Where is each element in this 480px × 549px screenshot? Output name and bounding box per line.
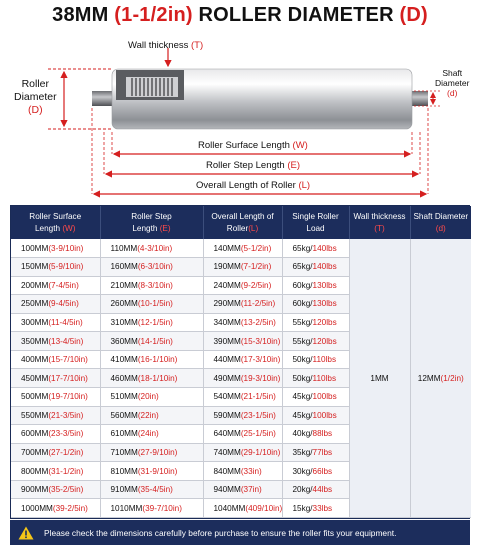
- cell-step-length: 260MM(10-1/5in): [100, 295, 203, 314]
- cell-surface-length: 400MM(15-7/10in): [11, 350, 100, 369]
- cell-step-length: 610MM(24in): [100, 425, 203, 444]
- spec-table-container: [10, 205, 470, 519]
- cell-step-length: 110MM(4-3/10in): [100, 239, 203, 258]
- cell-surface-length: 550MM(21-3/5in): [11, 406, 100, 425]
- cell-step-length: 210MM(8-3/10in): [100, 276, 203, 295]
- header-wall-thickness: Wall thickness (T): [349, 206, 410, 239]
- cell-overall-length: 840MM(33in): [203, 462, 282, 481]
- cell-overall-length: 390MM(15-3/10in): [203, 332, 282, 351]
- cell-load: 45kg/100lbs: [282, 406, 349, 425]
- cell-step-length: 560MM(22in): [100, 406, 203, 425]
- cell-overall-length: 490MM(19-3/10in): [203, 369, 282, 388]
- cell-load: 20kg/44lbs: [282, 480, 349, 499]
- cell-surface-length: 800MM(31-1/2in): [11, 462, 100, 481]
- cell-surface-length: 450MM(17-7/10in): [11, 369, 100, 388]
- cell-overall-length: 940MM(37in): [203, 480, 282, 499]
- cell-surface-length: 600MM(23-3/5in): [11, 425, 100, 444]
- cell-surface-length: 900MM(35-2/5in): [11, 480, 100, 499]
- step-length-label: Roller Step Length (E): [206, 160, 301, 171]
- cell-overall-length: 740MM(29-1/10in): [203, 443, 282, 462]
- cell-step-length: 160MM(6-3/10in): [100, 258, 203, 277]
- cell-wall-thickness: 1MM: [349, 239, 410, 518]
- cell-load: 55kg/120lbs: [282, 332, 349, 351]
- cell-surface-length: 1000MM(39-2/5in): [11, 499, 100, 518]
- title-prefix: 38MM: [52, 4, 115, 26]
- table-row: [11, 239, 471, 258]
- surface-length-label: Roller Surface Length (W): [198, 140, 308, 151]
- cell-overall-length: 140MM(5-1/2in): [203, 239, 282, 258]
- cell-load: 35kg/77lbs: [282, 443, 349, 462]
- title-code: (D): [399, 4, 428, 26]
- cell-step-length: 1010MM(39-7/10in): [100, 499, 203, 518]
- cell-load: 65kg/140lbs: [282, 258, 349, 277]
- cell-step-length: 710MM(27-9/10in): [100, 443, 203, 462]
- cell-load: 40kg/88lbs: [282, 425, 349, 444]
- cell-shaft-diameter: 12MM(1/2in): [410, 239, 471, 518]
- spec-table: [11, 206, 471, 518]
- title-middle: ROLLER DIAMETER: [192, 4, 400, 26]
- cell-load: 60kg/130lbs: [282, 276, 349, 295]
- cell-step-length: 460MM(18-1/10in): [100, 369, 203, 388]
- roller-diameter-label: Roller Diameter (D): [14, 78, 57, 117]
- cell-overall-length: 1040MM(409/10in): [203, 499, 282, 518]
- title-inch-size: (1-1/2in): [114, 4, 193, 26]
- cell-load: 50kg/110lbs: [282, 369, 349, 388]
- overall-length-label: Overall Length of Roller (L): [196, 180, 311, 191]
- header-shaft-diameter: Shaft Diameter (d): [410, 206, 471, 239]
- roller-diagram: [0, 30, 480, 202]
- header-load: Single Roller Load: [282, 206, 349, 239]
- cell-surface-length: 500MM(19-7/10in): [11, 388, 100, 407]
- cell-surface-length: 100MM(3-9/10in): [11, 239, 100, 258]
- table-header-row: [11, 206, 471, 239]
- header-surface-length: Roller Surface Length (W): [11, 206, 100, 239]
- wall-thickness-label: Wall thickness (T): [128, 40, 204, 51]
- cell-overall-length: 190MM(7-1/2in): [203, 258, 282, 277]
- page-title: [0, 4, 480, 27]
- cell-surface-length: 250MM(9-4/5in): [11, 295, 100, 314]
- cell-overall-length: 290MM(11-2/5in): [203, 295, 282, 314]
- cell-surface-length: 200MM(7-4/5in): [11, 276, 100, 295]
- footer-text: Please check the dimensions carefully before purchase to ensure the roller fits your equipment.: [44, 527, 397, 538]
- cell-load: 55kg/120lbs: [282, 313, 349, 332]
- cell-overall-length: 540MM(21-1/5in): [203, 388, 282, 407]
- cell-overall-length: 240MM(9-2/5in): [203, 276, 282, 295]
- cell-load: 60kg/130lbs: [282, 295, 349, 314]
- cell-overall-length: 440MM(17-3/10in): [203, 350, 282, 369]
- cell-overall-length: 340MM(13-2/5in): [203, 313, 282, 332]
- header-overall-length: Overall Length of Roller(L): [203, 206, 282, 239]
- cell-surface-length: 150MM(5-9/10in): [11, 258, 100, 277]
- cell-load: 45kg/100lbs: [282, 388, 349, 407]
- cell-load: 15kg/33lbs: [282, 499, 349, 518]
- cell-step-length: 810MM(31-9/10in): [100, 462, 203, 481]
- header-step-length: Roller Step Length (E): [100, 206, 203, 239]
- cell-step-length: 410MM(16-1/10in): [100, 350, 203, 369]
- warning-icon: [18, 526, 34, 540]
- cell-overall-length: 590MM(23-1/5in): [203, 406, 282, 425]
- roller-illustration: [0, 30, 480, 202]
- shaft-diameter-label: Shaft Diameter (d): [435, 68, 470, 99]
- cell-step-length: 310MM(12-1/5in): [100, 313, 203, 332]
- table-body: [11, 239, 471, 518]
- cell-surface-length: 700MM(27-1/2in): [11, 443, 100, 462]
- cell-overall-length: 640MM(25-1/5in): [203, 425, 282, 444]
- cell-surface-length: 300MM(11-4/5in): [11, 313, 100, 332]
- footer-notice: [10, 520, 470, 545]
- cell-load: 30kg/66lbs: [282, 462, 349, 481]
- cell-surface-length: 350MM(13-4/5in): [11, 332, 100, 351]
- cell-step-length: 360MM(14-1/5in): [100, 332, 203, 351]
- cell-load: 65kg/140lbs: [282, 239, 349, 258]
- cell-step-length: 910MM(35-4/5in): [100, 480, 203, 499]
- cell-load: 50kg/110lbs: [282, 350, 349, 369]
- cell-step-length: 510MM(20in): [100, 388, 203, 407]
